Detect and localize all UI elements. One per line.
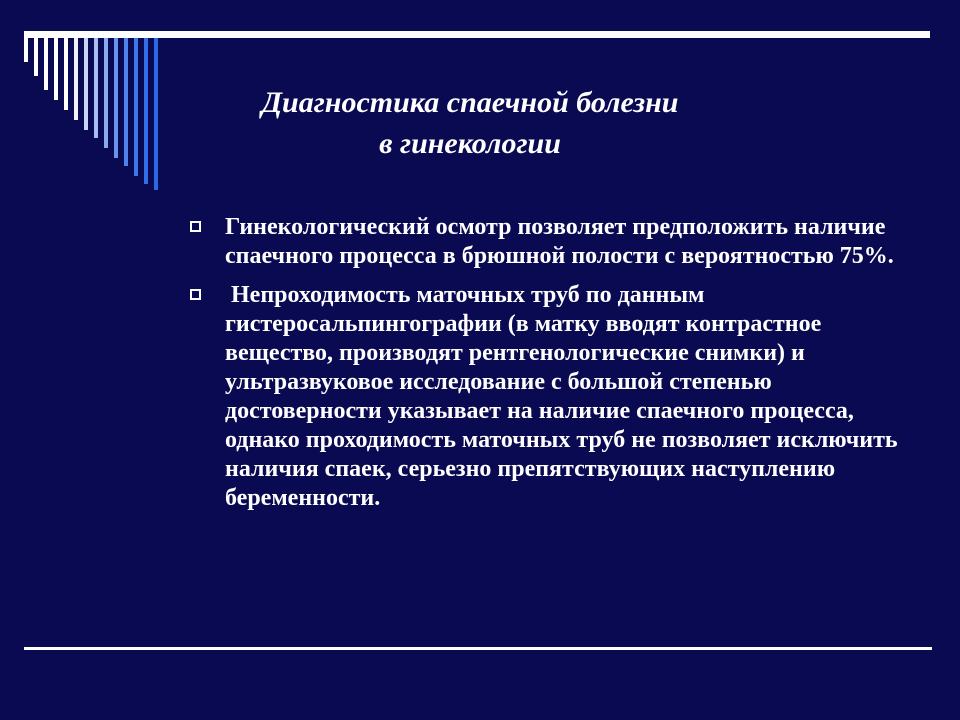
bullet-text: Гинекологический осмотр позволяет предположить наличие спаечного процесса в брюшной полости с вероятностью 75%. xyxy=(225,214,894,269)
bullet-item xyxy=(186,213,916,271)
bullet-item xyxy=(186,281,916,513)
stripe xyxy=(104,38,108,148)
stripe xyxy=(84,38,88,130)
slide-title: Диагностика спаечной болезни в гинекологии xyxy=(261,86,679,160)
top-rule xyxy=(24,31,930,38)
stripe xyxy=(34,38,38,76)
bullet-text: Непроходимость маточных труб по данным гистеросальпингографии (в матку вводят контрастное вещество, производят рентгенологические снимки) и ультразвуковое исследование с большой степенью достоверности указывает на наличие спаечного процесса, однако проходимость маточных труб не позволяет исключить наличия спаек, серьезно препятствующих наступлению беременности. xyxy=(225,282,904,511)
hollow-square-icon xyxy=(190,289,201,300)
stripe xyxy=(124,38,128,166)
stripe xyxy=(144,38,148,184)
hollow-square-icon xyxy=(190,221,201,232)
stripe xyxy=(74,38,78,120)
stripe xyxy=(64,38,68,110)
stripe xyxy=(154,38,158,190)
stripe xyxy=(44,38,48,90)
stripe xyxy=(114,38,118,158)
stripe xyxy=(94,38,98,138)
bottom-rule xyxy=(24,647,932,650)
stripe xyxy=(54,38,58,100)
stripe xyxy=(134,38,138,176)
stripe xyxy=(24,38,28,62)
bullet-list xyxy=(186,213,916,523)
